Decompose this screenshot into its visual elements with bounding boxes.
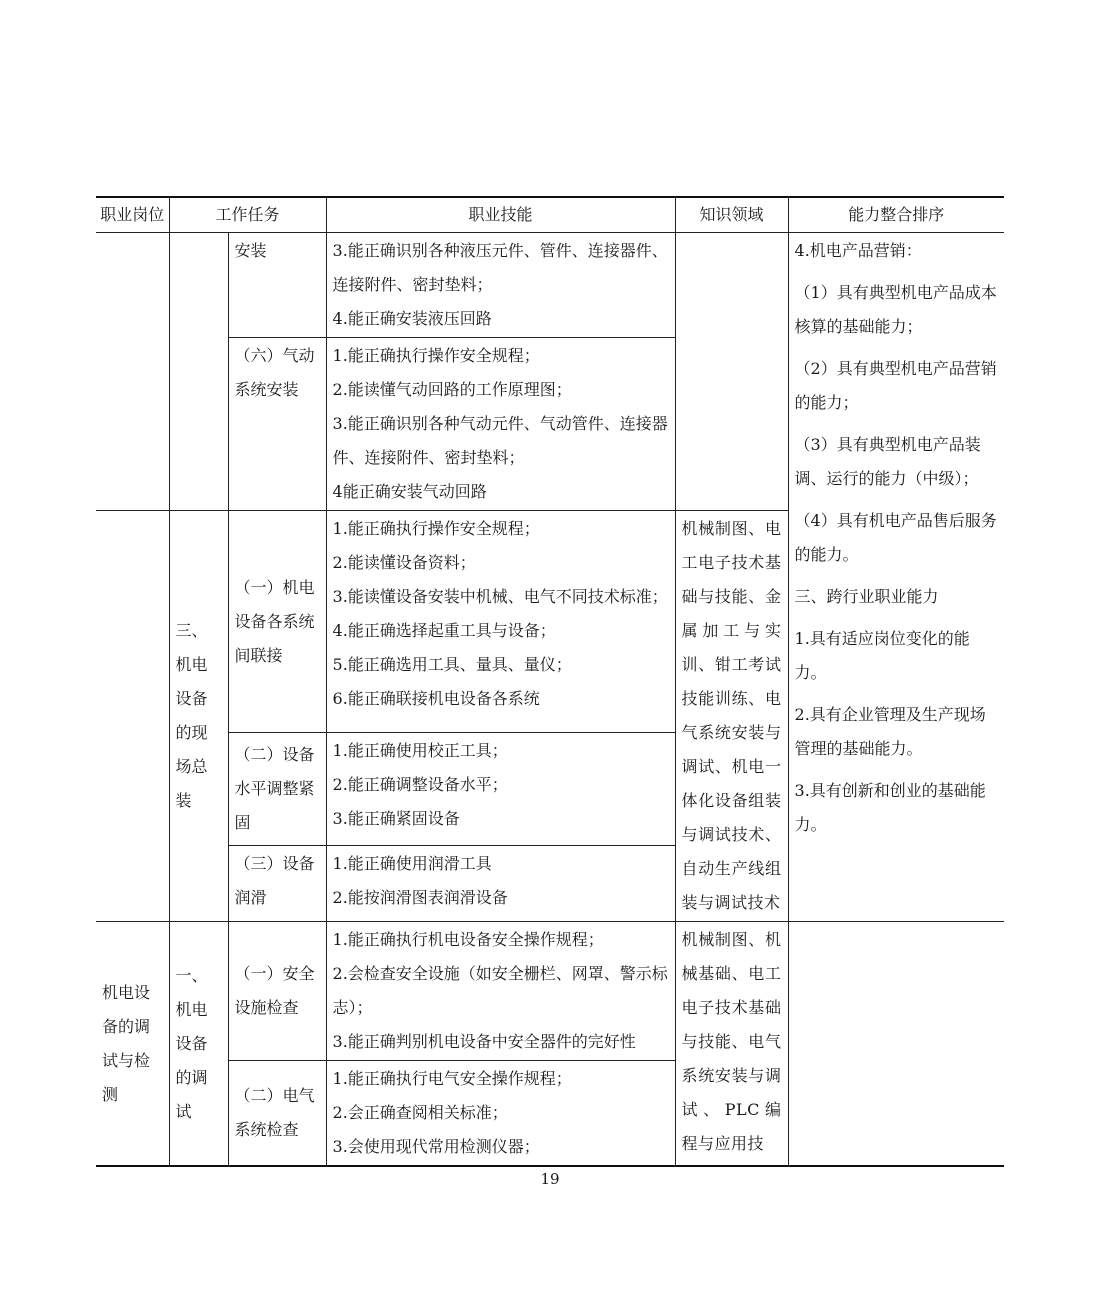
subtask-label: （二）电气系统检查 [234, 1086, 315, 1139]
skills-cell [326, 1061, 675, 1167]
skill-item: 2.能正确调整设备水平； [332, 775, 508, 795]
skill-item: 2.能按润滑图表润滑设备 [332, 887, 508, 907]
subtask-cell [228, 733, 326, 846]
skill-item: 2.会正确查阅相关标准； [332, 1103, 508, 1122]
task-label: 三、机电设备的现场总装 [175, 621, 208, 810]
skill-item: 3.能正确识别各种气动元件、气动管件、连接器件、连接附件、密封垫料； [332, 414, 668, 467]
ability-analysis-table [96, 196, 1004, 1167]
skill-item: 5.能正确选用工具、量具、量仪； [332, 655, 572, 674]
knowledge-text: 机械制图、机械基础、电工电子技术基础与技能、电气系统安装与调试、PLC编程与应用技 [681, 930, 782, 1153]
skills-cell [326, 233, 675, 338]
skill-item: 3.能正确判别机电设备中安全器件的完好性 [332, 1032, 636, 1051]
ability-cell-empty [788, 922, 1004, 1167]
task-cell-empty [169, 233, 228, 511]
knowledge-cell [675, 922, 788, 1167]
skill-item: 6.能正确联接机电设备各系统 [332, 689, 540, 708]
skill-item: 1.能正确执行操作安全规程； [332, 519, 540, 538]
position-cell-empty [96, 511, 169, 922]
skill-item: 3.能正确紧固设备 [332, 809, 460, 829]
knowledge-text: 机械制图、电工电子技术基础与技能、金属加工与实训、钳工考试技能训练、电气系统安装与调试、机电一体化设备组装与调试技术、自动生产线组装与调试技术 [681, 519, 782, 912]
skill-item: 4能正确安装气动回路 [332, 482, 487, 501]
skill-item: 1.能正确使用校正工具； [332, 741, 508, 761]
table-row [96, 233, 1004, 338]
task-cell [169, 922, 228, 1167]
subtask-label: （六）气动系统安装 [234, 346, 315, 399]
skill-item: 1.能正确使用润滑工具 [332, 853, 492, 873]
table-row [96, 922, 1004, 1061]
subtask-cell [228, 1061, 326, 1167]
skill-item: 3.能正确识别各种液压元件、管件、连接器件、连接附件、密封垫料； [332, 241, 668, 294]
knowledge-cell-empty [675, 233, 788, 511]
subtask-label: （一）机电设备各系统间联接 [234, 577, 315, 665]
header-knowledge: 知识领域 [675, 197, 788, 233]
subtask-label: （二）设备水平调整紧固 [234, 744, 315, 832]
ability-item: （4）具有机电产品售后服务的能力。 [794, 511, 997, 564]
skill-item: 3.能读懂设备安装中机械、电气不同技术标准； [332, 587, 668, 606]
header-ability-order: 能力整合排序 [788, 197, 1004, 233]
subtask-cell [228, 511, 326, 733]
skill-item: 1.能正确执行操作安全规程； [332, 346, 540, 365]
position-label: 机电设备的调试与检测 [102, 982, 151, 1104]
header-position: 职业岗位 [96, 197, 169, 233]
skills-cell [326, 922, 675, 1061]
ability-item: （3）具有典型机电产品装调、运行的能力（中级）； [794, 435, 981, 488]
skills-cell [326, 733, 675, 846]
ability-item: 4.机电产品营销： [794, 241, 922, 260]
subtask-cell [228, 233, 326, 338]
ability-item: 1.具有适应岗位变化的能力。 [794, 629, 970, 682]
skill-item: 4.能正确选择起重工具与设备； [332, 621, 556, 640]
knowledge-cell [675, 511, 788, 922]
position-cell [96, 922, 169, 1167]
ability-item: （1）具有典型机电产品成本核算的基础能力； [794, 283, 997, 336]
task-label: 一、机电设备的调试 [175, 965, 208, 1121]
skill-item: 4.能正确安装液压回路 [332, 309, 492, 328]
skills-cell [326, 338, 675, 511]
subtask-cell [228, 845, 326, 921]
subtask-label: 安装 [234, 241, 267, 260]
skill-item: 2.能读懂设备资料； [332, 553, 476, 572]
ability-item: 三、跨行业职业能力 [794, 587, 939, 606]
table-header-row [96, 197, 1004, 233]
page-number: 19 [540, 1170, 560, 1188]
skills-cell [326, 845, 675, 921]
ability-cell [788, 233, 1004, 922]
skill-item: 1.能正确执行电气安全操作规程； [332, 1069, 572, 1088]
skill-item: 2.能读懂气动回路的工作原理图； [332, 380, 572, 399]
ability-item: 3.具有创新和创业的基础能力。 [794, 781, 986, 834]
skill-item: 2.会检查安全设施（如安全栅栏、网罩、警示标志）； [332, 964, 668, 1017]
subtask-cell [228, 922, 326, 1061]
skill-item: 1.能正确执行机电设备安全操作规程； [332, 930, 604, 949]
ability-item: 2.具有企业管理及生产现场管理的基础能力。 [794, 705, 986, 758]
subtask-cell [228, 338, 326, 511]
skill-item: 3.会使用现代常用检测仪器； [332, 1137, 540, 1156]
subtask-label: （三）设备润滑 [234, 853, 315, 907]
header-work-task: 工作任务 [169, 197, 326, 233]
subtask-label: （一）安全设施检查 [234, 964, 315, 1017]
task-cell [169, 511, 228, 922]
skills-cell [326, 511, 675, 733]
position-cell-empty [96, 233, 169, 511]
ability-item: （2）具有典型机电产品营销的能力； [794, 359, 997, 412]
header-skills: 职业技能 [326, 197, 675, 233]
